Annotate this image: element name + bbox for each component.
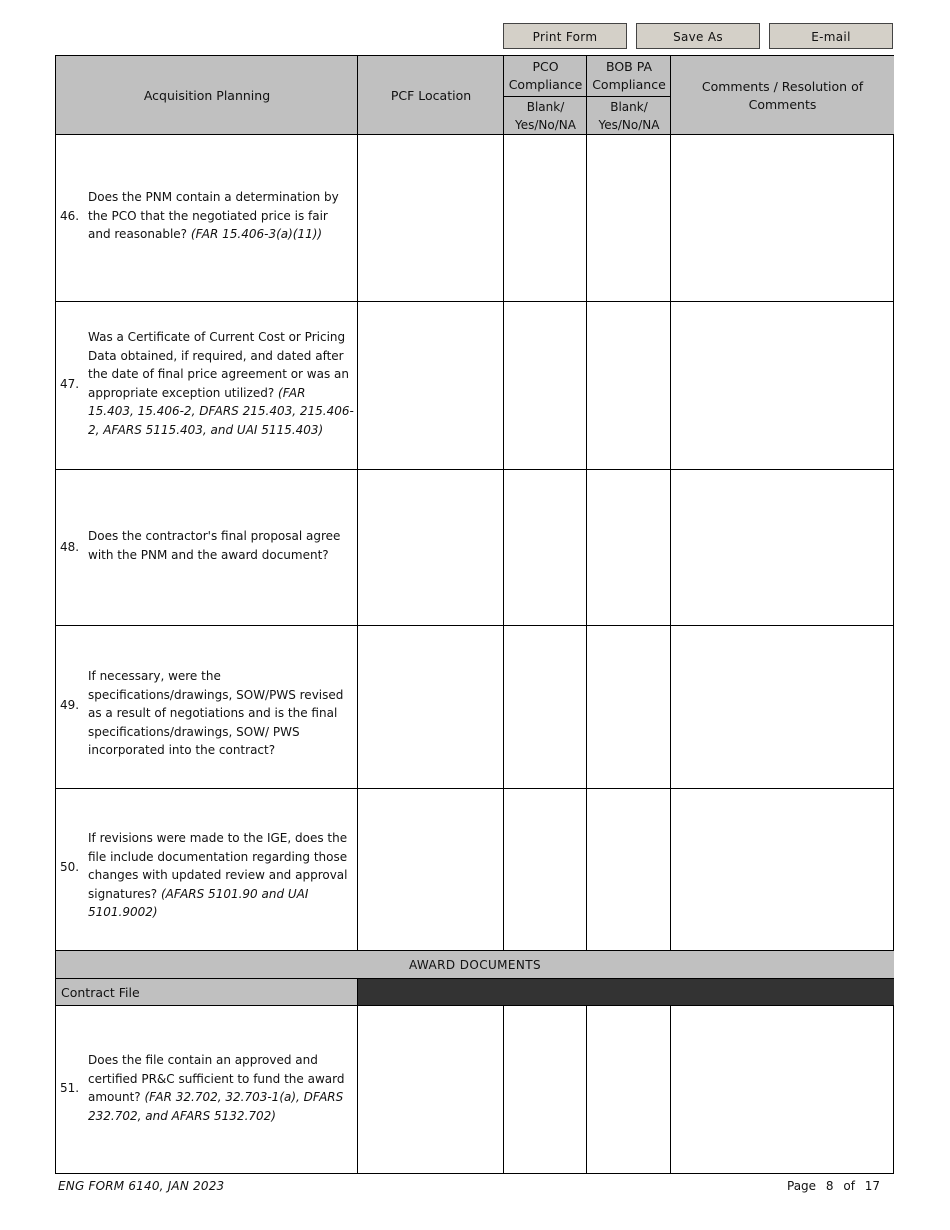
- save-as-button[interactable]: Save As: [636, 23, 760, 49]
- question-48: [56, 470, 358, 626]
- question-number: 50.: [60, 860, 80, 874]
- header-comments: Comments / Resolution of Comments: [671, 56, 894, 135]
- bob-compliance-field-48[interactable]: [588, 471, 670, 625]
- bob-compliance-field-50[interactable]: [588, 790, 670, 950]
- pco-compliance-field-46[interactable]: [505, 136, 586, 301]
- pcf-location-field-51[interactable]: [359, 1007, 503, 1173]
- form-identifier: ENG FORM 6140, JAN 2023: [58, 1179, 225, 1193]
- pco-compliance-field-51[interactable]: [505, 1007, 586, 1173]
- bob-compliance-field-46[interactable]: [588, 136, 670, 301]
- grid-line: [56, 950, 894, 951]
- question-text: If revisions were made to the IGE, does the file include documentation regarding those changes with updated review and approval signatures? (AFARS 5101.90 and UAI 5101.9002): [88, 831, 348, 919]
- header-pco-blank-yes-no-na: Blank/ Yes/No/NA: [504, 96, 587, 135]
- comments-field-51[interactable]: [672, 1007, 893, 1173]
- header-bob-pa-compliance: BOB PA Compliance: [587, 56, 671, 96]
- pcf-location-field-49[interactable]: [359, 627, 503, 788]
- grid-line: [56, 788, 894, 789]
- grid-line: [56, 134, 894, 135]
- bob-compliance-field-49[interactable]: [588, 627, 670, 788]
- grid-line: [586, 1006, 587, 1174]
- question-number: 48.: [60, 540, 80, 554]
- grid-line: [357, 979, 358, 1174]
- print-form-button[interactable]: Print Form: [503, 23, 627, 49]
- grid-line: [56, 978, 894, 979]
- grid-line: [586, 56, 587, 951]
- grid-line: [670, 1006, 671, 1174]
- question-49: [56, 626, 358, 789]
- question-number: 49.: [60, 698, 80, 712]
- question-47: [56, 302, 358, 470]
- grid-line: [503, 1006, 504, 1174]
- email-button[interactable]: E-mail: [769, 23, 893, 49]
- checklist-table: [55, 55, 894, 1174]
- grid-line: [56, 301, 894, 302]
- pco-compliance-field-49[interactable]: [505, 627, 586, 788]
- comments-field-46[interactable]: [672, 136, 893, 301]
- bob-compliance-field-51[interactable]: [588, 1007, 670, 1173]
- question-text: Does the file contain an approved and certified PR&C sufficient to fund the award amount? (FAR 32.702, 32.703-1(a), DFARS 232.702, and AFARS 5132.702): [88, 1053, 345, 1123]
- question-text: Does the contractor's final proposal agree with the PNM and the award document?: [88, 529, 341, 562]
- pco-compliance-field-47[interactable]: [505, 303, 586, 469]
- comments-field-48[interactable]: [672, 471, 893, 625]
- contract-file-label: Contract File: [56, 979, 358, 1006]
- pco-compliance-field-48[interactable]: [505, 471, 586, 625]
- grid-line: [503, 96, 671, 97]
- grid-line: [56, 1005, 894, 1006]
- question-number: 47.: [60, 377, 80, 391]
- grid-line: [503, 56, 504, 951]
- header-pco-compliance: PCO Compliance: [504, 56, 587, 96]
- pcf-location-field-47[interactable]: [359, 303, 503, 469]
- pcf-location-field-48[interactable]: [359, 471, 503, 625]
- grid-line: [56, 625, 894, 626]
- page-number: Page 8 of 17: [787, 1179, 881, 1193]
- header-pcf-location: PCF Location: [358, 56, 504, 135]
- header-bob-blank-yes-no-na: Blank/ Yes/No/NA: [587, 96, 671, 135]
- comments-field-50[interactable]: [672, 790, 893, 950]
- pcf-location-field-50[interactable]: [359, 790, 503, 950]
- grid-line: [357, 56, 358, 951]
- header-acquisition-planning: Acquisition Planning: [56, 56, 358, 135]
- comments-field-49[interactable]: [672, 627, 893, 788]
- question-50: [56, 789, 358, 951]
- question-46: [56, 135, 358, 302]
- question-text: Was a Certificate of Current Cost or Pricing Data obtained, if required, and dated after the date of final price agreement or was an appropriate exception utilized? (FAR 15.403, 15.406-2, DFARS 215.403, 215.406-2, AFARS 5115.403, and UAI 5115.403): [88, 330, 354, 437]
- grid-line: [670, 56, 671, 951]
- pco-compliance-field-50[interactable]: [505, 790, 586, 950]
- comments-field-47[interactable]: [672, 303, 893, 469]
- question-number: 46.: [60, 209, 80, 223]
- question-text: If necessary, were the specifications/drawings, SOW/PWS revised as a result of negotiations and is the final specifications/drawings, SOW/ PWS incorporated into the contract?: [88, 669, 344, 757]
- question-51: [56, 1006, 358, 1174]
- pcf-location-field-46[interactable]: [359, 136, 503, 301]
- bob-compliance-field-47[interactable]: [588, 303, 670, 469]
- award-documents-header: AWARD DOCUMENTS: [56, 951, 894, 979]
- grid-line: [56, 469, 894, 470]
- contract-file-shaded-bar: [358, 979, 894, 1006]
- question-text: Does the PNM contain a determination by the PCO that the negotiated price is fair and reasonable? (FAR 15.406-3(a)(11)): [88, 190, 339, 241]
- question-number: 51.: [60, 1081, 80, 1095]
